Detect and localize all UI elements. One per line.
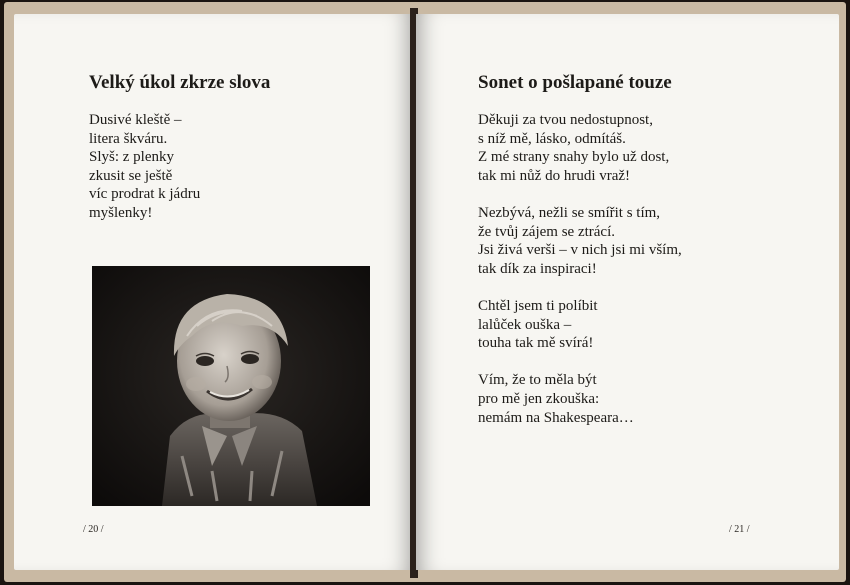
poem-line: nemám na Shakespeara…	[478, 409, 634, 426]
poem-line: Jsi živá verši – v nich jsi mi vším,	[478, 242, 682, 259]
poem-line: Nezbývá, nežli se smířit s tím,	[478, 204, 661, 221]
poem-line: Z mé strany snahy bylo už dost,	[478, 149, 670, 166]
poem-line: pro mě jen zkouška:	[478, 390, 600, 407]
poem-line: Vím, že to měla být	[478, 372, 597, 389]
poem-line: s níž mě, lásko, odmítáš.	[478, 130, 626, 147]
left-poem	[89, 111, 200, 223]
left-page	[14, 14, 412, 570]
poem-line: Dusivé kleště –	[89, 112, 182, 128]
poem-line: touha tak mě svírá!	[478, 335, 594, 352]
poem-line: tak dík za inspiraci!	[478, 260, 597, 277]
stanza-break	[478, 278, 682, 297]
stanza-break	[478, 353, 682, 372]
poem-line: Děkuji za tvou nedostupnost,	[478, 112, 653, 128]
left-page-number: / 20 /	[83, 524, 104, 535]
child-portrait-photo	[92, 266, 370, 506]
right-page-number: / 21 /	[729, 524, 750, 535]
left-poem-title: Velký úkol zkrze slova	[89, 72, 271, 93]
poem-line: zkusit se ještě	[89, 167, 173, 184]
poem-line: že tvůj zájem se ztrácí.	[478, 223, 616, 240]
poem-line: tak mi nůž do hrudi vraž!	[478, 167, 631, 184]
poem-line: Slyš: z plenky	[89, 149, 174, 166]
portrait-illustration	[92, 266, 370, 506]
stanza-break	[478, 185, 682, 204]
poem-line: Chtěl jsem ti políbit	[478, 297, 598, 314]
poem-line: lalůček ouška –	[478, 316, 572, 333]
right-poem	[478, 111, 682, 427]
poem-line: myšlenky!	[89, 204, 153, 221]
poem-line: víc prodrat k jádru	[89, 186, 201, 203]
right-page	[416, 14, 839, 570]
right-poem-title: Sonet o pošlapané touze	[478, 72, 672, 93]
poem-line: litera škváru.	[89, 130, 168, 147]
